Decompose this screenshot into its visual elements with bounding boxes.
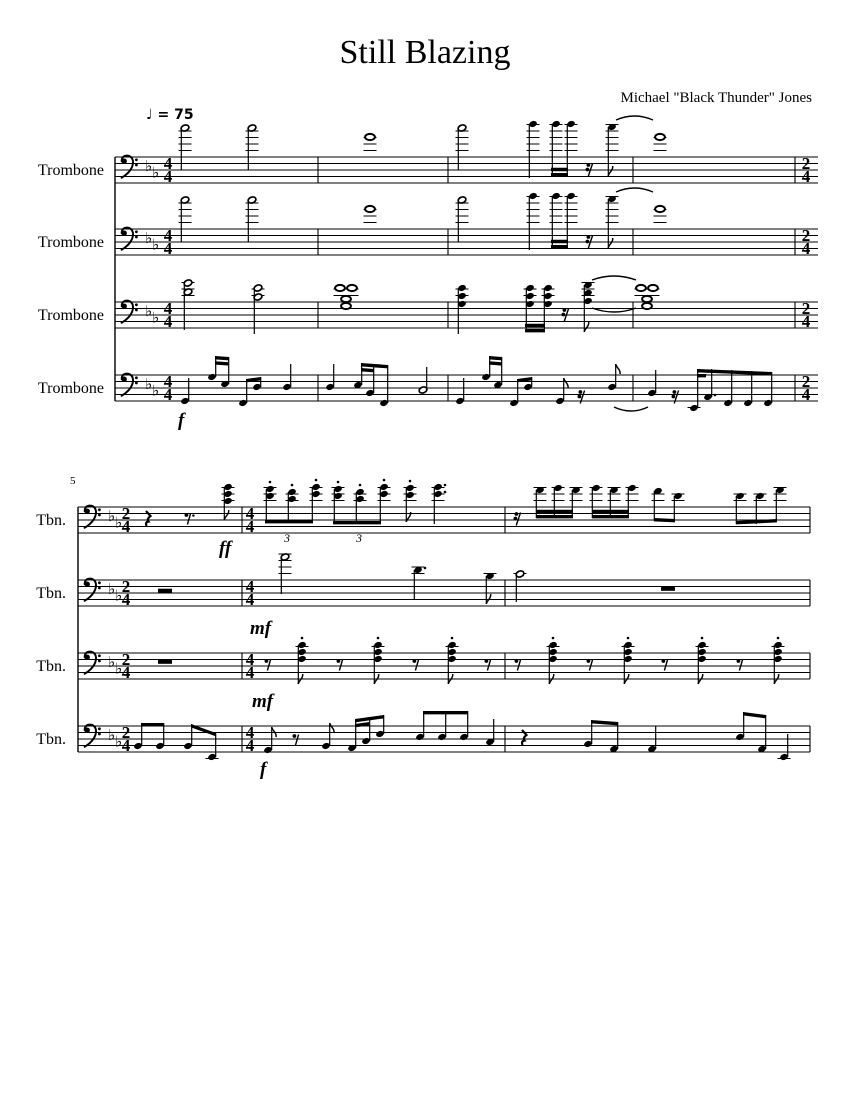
time-signature bbox=[246, 577, 255, 609]
note-glyph bbox=[334, 285, 347, 296]
staff-label-trombone: Trombone bbox=[37, 379, 104, 397]
note-glyph bbox=[279, 553, 292, 594]
svg-text:2: 2 bbox=[121, 722, 131, 742]
chord-glyph bbox=[404, 480, 417, 522]
flat-icon: ♭ bbox=[115, 513, 123, 532]
note-glyph bbox=[341, 296, 351, 302]
svg-text:4: 4 bbox=[163, 153, 173, 173]
chord-glyph bbox=[286, 484, 299, 521]
svg-text:2: 2 bbox=[121, 649, 131, 669]
beam bbox=[215, 356, 229, 366]
time-signature bbox=[164, 154, 173, 186]
time-signature bbox=[802, 299, 811, 331]
svg-text:4: 4 bbox=[163, 225, 173, 245]
note-glyph bbox=[155, 723, 165, 750]
svg-text:4: 4 bbox=[163, 298, 173, 318]
note-glyph bbox=[734, 492, 747, 524]
flat-icon: ♭ bbox=[108, 653, 116, 671]
staff-2-notation bbox=[115, 188, 818, 258]
chord-glyph bbox=[378, 479, 391, 522]
tempo-marking bbox=[146, 107, 194, 123]
beam bbox=[265, 520, 313, 523]
svg-text:4: 4 bbox=[245, 722, 255, 742]
flat-icon: ♭ bbox=[115, 659, 123, 678]
note-glyph bbox=[353, 363, 363, 389]
flat-icon: ♭ bbox=[152, 163, 160, 182]
note-glyph bbox=[774, 486, 787, 522]
note-glyph bbox=[481, 356, 491, 381]
rest-glyph bbox=[265, 659, 271, 670]
note-glyph bbox=[364, 134, 377, 151]
staff-label-trombone: Trombone bbox=[37, 161, 104, 179]
beam bbox=[361, 368, 374, 372]
flat-icon: ♭ bbox=[145, 229, 153, 247]
tuplet-number: 3 bbox=[356, 531, 362, 545]
chord-glyph bbox=[296, 637, 309, 684]
time-signature bbox=[802, 372, 811, 404]
rest-glyph bbox=[293, 734, 299, 745]
chord-glyph bbox=[182, 279, 195, 330]
chord-glyph bbox=[547, 637, 560, 684]
chord-glyph bbox=[264, 481, 277, 521]
svg-text:4: 4 bbox=[801, 167, 811, 187]
tuplet-number: 3 bbox=[284, 531, 290, 545]
note-glyph bbox=[565, 120, 578, 176]
chord-glyph bbox=[772, 637, 785, 684]
svg-text:4: 4 bbox=[163, 167, 173, 187]
staff-label-trombone: Trombone bbox=[37, 233, 104, 251]
note-glyph bbox=[220, 357, 230, 388]
tempo-note-icon: ♩ bbox=[146, 107, 153, 123]
staff-label-tbn: Tbn. bbox=[36, 657, 66, 675]
chord-glyph bbox=[354, 484, 367, 522]
note-glyph bbox=[609, 722, 619, 753]
tie-curve bbox=[616, 188, 653, 192]
note-glyph bbox=[455, 378, 465, 405]
beam bbox=[355, 722, 369, 727]
svg-text:2: 2 bbox=[801, 371, 811, 391]
rest-glyph bbox=[413, 659, 419, 670]
chord-glyph bbox=[622, 637, 635, 684]
note-glyph bbox=[647, 285, 660, 296]
time-signature bbox=[246, 723, 255, 755]
flat-icon: ♭ bbox=[145, 375, 153, 393]
bass-clef-icon bbox=[122, 156, 138, 178]
note-glyph bbox=[509, 379, 519, 407]
bass-clef-icon bbox=[85, 725, 101, 747]
rest-glyph bbox=[514, 512, 521, 525]
time-signature bbox=[122, 504, 131, 536]
note-glyph bbox=[206, 733, 219, 761]
rest-glyph bbox=[662, 659, 668, 670]
bass-clef-icon bbox=[122, 228, 138, 250]
svg-text:4: 4 bbox=[245, 590, 255, 610]
note-glyph bbox=[180, 378, 190, 405]
staff-8-notation bbox=[78, 711, 810, 761]
svg-text:2: 2 bbox=[801, 153, 811, 173]
beam bbox=[141, 723, 164, 726]
svg-text:4: 4 bbox=[163, 385, 173, 405]
svg-text:4: 4 bbox=[121, 517, 131, 537]
beam bbox=[697, 374, 706, 377]
rest-glyph bbox=[661, 587, 675, 591]
svg-text:4: 4 bbox=[121, 590, 131, 610]
flat-icon: ♭ bbox=[108, 726, 116, 744]
rest-glyph bbox=[158, 660, 172, 664]
note-glyph bbox=[183, 724, 193, 750]
svg-text:4: 4 bbox=[245, 663, 255, 683]
staff-label-tbn: Tbn. bbox=[36, 584, 66, 602]
note-glyph bbox=[550, 192, 563, 248]
note-glyph bbox=[133, 723, 143, 750]
svg-text:4: 4 bbox=[163, 312, 173, 332]
svg-text:2: 2 bbox=[121, 503, 131, 523]
dynamic-mf: mf bbox=[250, 618, 272, 639]
system-2 bbox=[78, 479, 810, 761]
svg-text:4: 4 bbox=[245, 649, 255, 669]
time-signature bbox=[122, 577, 131, 609]
time-signature bbox=[164, 372, 173, 404]
chord-glyph bbox=[582, 281, 595, 332]
staff-label-tbn: Tbn. bbox=[36, 511, 66, 529]
svg-text:4: 4 bbox=[245, 736, 255, 756]
composer-credit: Michael "Black Thunder" Jones bbox=[620, 90, 812, 106]
flat-icon: ♭ bbox=[108, 580, 116, 598]
note-glyph bbox=[606, 123, 619, 176]
note-glyph bbox=[565, 192, 578, 248]
note-glyph bbox=[652, 487, 665, 521]
time-signature bbox=[122, 723, 131, 755]
score-title: Still Blazing bbox=[339, 34, 511, 71]
rest-glyph bbox=[672, 390, 679, 403]
time-signature bbox=[802, 154, 811, 186]
flat-icon: ♭ bbox=[145, 302, 153, 320]
time-signature bbox=[802, 226, 811, 258]
note-glyph bbox=[763, 372, 773, 407]
note-glyph bbox=[647, 370, 657, 397]
flat-icon: ♭ bbox=[115, 586, 123, 605]
tie-curve bbox=[592, 276, 636, 280]
chord-glyph bbox=[372, 637, 385, 684]
time-signature bbox=[164, 226, 173, 258]
flat-icon: ♭ bbox=[152, 235, 160, 254]
svg-text:4: 4 bbox=[245, 517, 255, 537]
note-glyph bbox=[341, 303, 351, 309]
note-glyph bbox=[207, 356, 217, 381]
flat-icon: ♭ bbox=[115, 732, 123, 751]
rest-glyph bbox=[158, 589, 172, 593]
staff-4-notation bbox=[115, 356, 818, 412]
staff-label-trombone: Trombone bbox=[37, 306, 104, 324]
beam bbox=[423, 711, 468, 714]
dynamic-ff: ff bbox=[219, 538, 232, 559]
bass-clef-icon bbox=[85, 652, 101, 674]
note-glyph bbox=[346, 285, 359, 296]
rest-glyph bbox=[737, 659, 743, 670]
dynamic-f: f bbox=[178, 410, 185, 431]
note-glyph bbox=[263, 727, 276, 754]
svg-text:4: 4 bbox=[801, 312, 811, 332]
measure-number: 5 bbox=[70, 475, 76, 487]
note-glyph bbox=[654, 134, 667, 151]
flat-icon: ♭ bbox=[152, 308, 160, 327]
svg-text:4: 4 bbox=[121, 663, 131, 683]
time-signature bbox=[246, 504, 255, 536]
chord-glyph bbox=[222, 483, 235, 520]
time-signature bbox=[246, 650, 255, 682]
staff-1-notation bbox=[115, 116, 818, 186]
svg-text:2: 2 bbox=[801, 225, 811, 245]
rest-glyph bbox=[485, 659, 491, 670]
staff-7-notation bbox=[78, 637, 810, 684]
note-glyph bbox=[642, 296, 652, 302]
beam bbox=[361, 363, 388, 368]
dynamic-mf: mf bbox=[252, 691, 274, 712]
svg-text:4: 4 bbox=[121, 736, 131, 756]
rest-glyph bbox=[185, 513, 195, 524]
note-glyph bbox=[527, 192, 540, 250]
note-glyph bbox=[654, 206, 667, 223]
svg-text:4: 4 bbox=[801, 385, 811, 405]
svg-text:4: 4 bbox=[801, 239, 811, 259]
note-glyph bbox=[412, 566, 427, 600]
time-signature bbox=[164, 299, 173, 331]
time-signature bbox=[122, 650, 131, 682]
flat-icon: ♭ bbox=[108, 507, 116, 525]
note-glyph bbox=[527, 120, 540, 178]
note-glyph bbox=[418, 367, 428, 394]
chord-glyph bbox=[310, 479, 323, 521]
dynamic-f: f bbox=[260, 759, 267, 780]
tie-curve bbox=[616, 116, 653, 120]
staff-6-notation bbox=[78, 553, 810, 609]
tempo-value: = 75 bbox=[152, 107, 194, 123]
note-glyph bbox=[778, 734, 791, 761]
flat-icon: ♭ bbox=[152, 381, 160, 400]
note-glyph bbox=[635, 285, 648, 296]
beam bbox=[654, 518, 675, 522]
flat-icon: ♭ bbox=[145, 157, 153, 175]
svg-text:4: 4 bbox=[245, 576, 255, 596]
note-glyph bbox=[607, 364, 620, 391]
bass-clef-icon bbox=[85, 579, 101, 601]
rest-glyph bbox=[578, 390, 585, 403]
chord-glyph bbox=[446, 637, 459, 684]
beam bbox=[743, 712, 766, 718]
staff-label-tbn: Tbn. bbox=[36, 730, 66, 748]
rest-glyph bbox=[337, 659, 343, 670]
beam bbox=[333, 521, 381, 524]
note-glyph bbox=[282, 364, 292, 391]
svg-text:2: 2 bbox=[801, 298, 811, 318]
svg-text:4: 4 bbox=[163, 371, 173, 391]
chord-glyph bbox=[696, 637, 709, 684]
bass-clef-icon bbox=[122, 374, 138, 396]
note-glyph bbox=[238, 379, 248, 407]
system-1 bbox=[115, 116, 818, 412]
note-glyph bbox=[735, 712, 745, 741]
bass-clef-icon bbox=[85, 506, 101, 528]
note-glyph bbox=[364, 206, 377, 223]
note-glyph bbox=[550, 120, 563, 176]
staff-3-notation bbox=[115, 276, 818, 334]
bass-clef-icon bbox=[122, 301, 138, 323]
note-glyph bbox=[647, 726, 657, 753]
note-glyph bbox=[514, 570, 527, 602]
beam bbox=[551, 240, 568, 249]
note-glyph bbox=[703, 369, 716, 401]
note-glyph bbox=[743, 371, 753, 407]
tie-curve bbox=[614, 407, 648, 411]
beam bbox=[489, 356, 502, 366]
staff-5-notation bbox=[78, 479, 810, 537]
note-glyph bbox=[325, 364, 335, 391]
rest-glyph bbox=[515, 659, 521, 670]
beam bbox=[591, 720, 618, 725]
note-glyph bbox=[757, 715, 767, 753]
beam bbox=[551, 168, 568, 177]
note-glyph bbox=[754, 492, 767, 524]
rest-glyph bbox=[587, 659, 593, 670]
note-glyph bbox=[321, 723, 334, 750]
note-glyph bbox=[606, 195, 619, 248]
svg-text:4: 4 bbox=[245, 503, 255, 523]
chord-glyph bbox=[332, 481, 345, 522]
svg-text:4: 4 bbox=[163, 239, 173, 259]
svg-text:2: 2 bbox=[121, 576, 131, 596]
note-glyph bbox=[642, 303, 652, 309]
beam bbox=[697, 369, 772, 375]
chord-glyph bbox=[432, 483, 447, 524]
note-glyph bbox=[583, 720, 593, 748]
note-glyph bbox=[723, 370, 733, 407]
